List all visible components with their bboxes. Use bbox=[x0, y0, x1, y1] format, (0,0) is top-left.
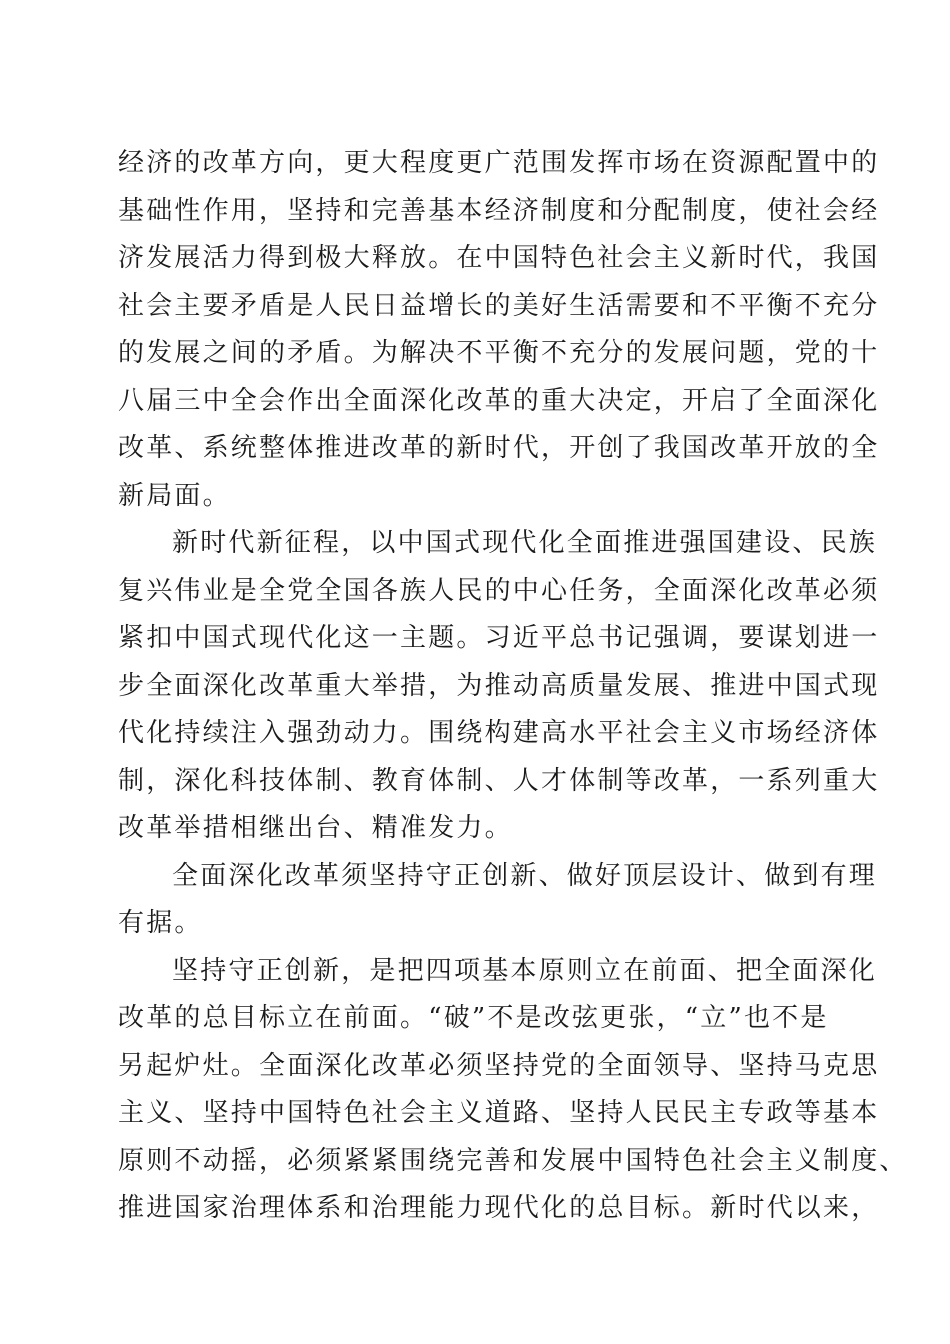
text-line: 制，深化科技体制、教育体制、人才体制等改革，一系列重大 bbox=[118, 765, 880, 796]
text-line: 坚持守正创新，是把四项基本原则立在前面、把全面深化 bbox=[172, 955, 878, 986]
text-line: 基础性作用，坚持和完善基本经济制度和分配制度，使社会经 bbox=[118, 195, 880, 226]
paragraph-2 bbox=[118, 520, 880, 853]
text-line: 八届三中全会作出全面深化改革的重大决定，开启了全面深化 bbox=[118, 385, 880, 416]
text-line: 有据。 bbox=[118, 908, 203, 938]
text-line: 新局面。 bbox=[118, 480, 231, 511]
text-line: 社会主要矛盾是人民日益增长的美好生活需要和不平衡不充分 bbox=[118, 290, 880, 321]
text-line: 原则不动摇，必须紧紧围绕完善和发展中国特色社会主义制度、 bbox=[118, 1145, 908, 1176]
text-line: 改革举措相继出台、精准发力。 bbox=[118, 813, 513, 843]
text-line: 推进国家治理体系和治理能力现代化的总目标。新时代以来， bbox=[118, 1193, 880, 1223]
text-line: 代化持续注入强劲动力。围绕构建高水平社会主义市场经济体 bbox=[118, 718, 880, 748]
text-line: 复兴伟业是全党全国各族人民的中心任务，全面深化改革必须 bbox=[118, 575, 880, 606]
body-text bbox=[118, 140, 908, 1233]
text-line: 的发展之间的矛盾。为解决不平衡不充分的发展问题，党的十 bbox=[118, 338, 880, 368]
paragraph-1 bbox=[118, 140, 880, 520]
text-line: 另起炉灶。全面深化改革必须坚持党的全面领导、坚持马克思 bbox=[118, 1050, 880, 1081]
text-line: 全面深化改革须坚持守正创新、做好顶层设计、做到有理 bbox=[172, 860, 878, 891]
text-line: 新时代新征程，以中国式现代化全面推进强国建设、民族 bbox=[172, 528, 878, 558]
text-line: 经济的改革方向，更大程度更广范围发挥市场在资源配置中的 bbox=[118, 148, 880, 178]
text-line: 主义、坚持中国特色社会主义道路、坚持人民民主专政等基本 bbox=[118, 1098, 880, 1128]
text-line: 改革、系统整体推进改革的新时代，开创了我国改革开放的全 bbox=[118, 433, 880, 463]
paragraph-3 bbox=[118, 853, 878, 948]
text-line: 步全面深化改革重大举措，为推动高质量发展、推进中国式现 bbox=[118, 670, 880, 701]
paragraph-4 bbox=[118, 948, 908, 1233]
text-line: 济发展活力得到极大释放。在中国特色社会主义新时代，我国 bbox=[118, 243, 880, 273]
text-line: 紧扣中国式现代化这一主题。习近平总书记强调，要谋划进一 bbox=[118, 623, 880, 653]
text-line: 改革的总目标立在前面。“破”不是改弦更张，“立”也不是 bbox=[118, 1003, 829, 1033]
